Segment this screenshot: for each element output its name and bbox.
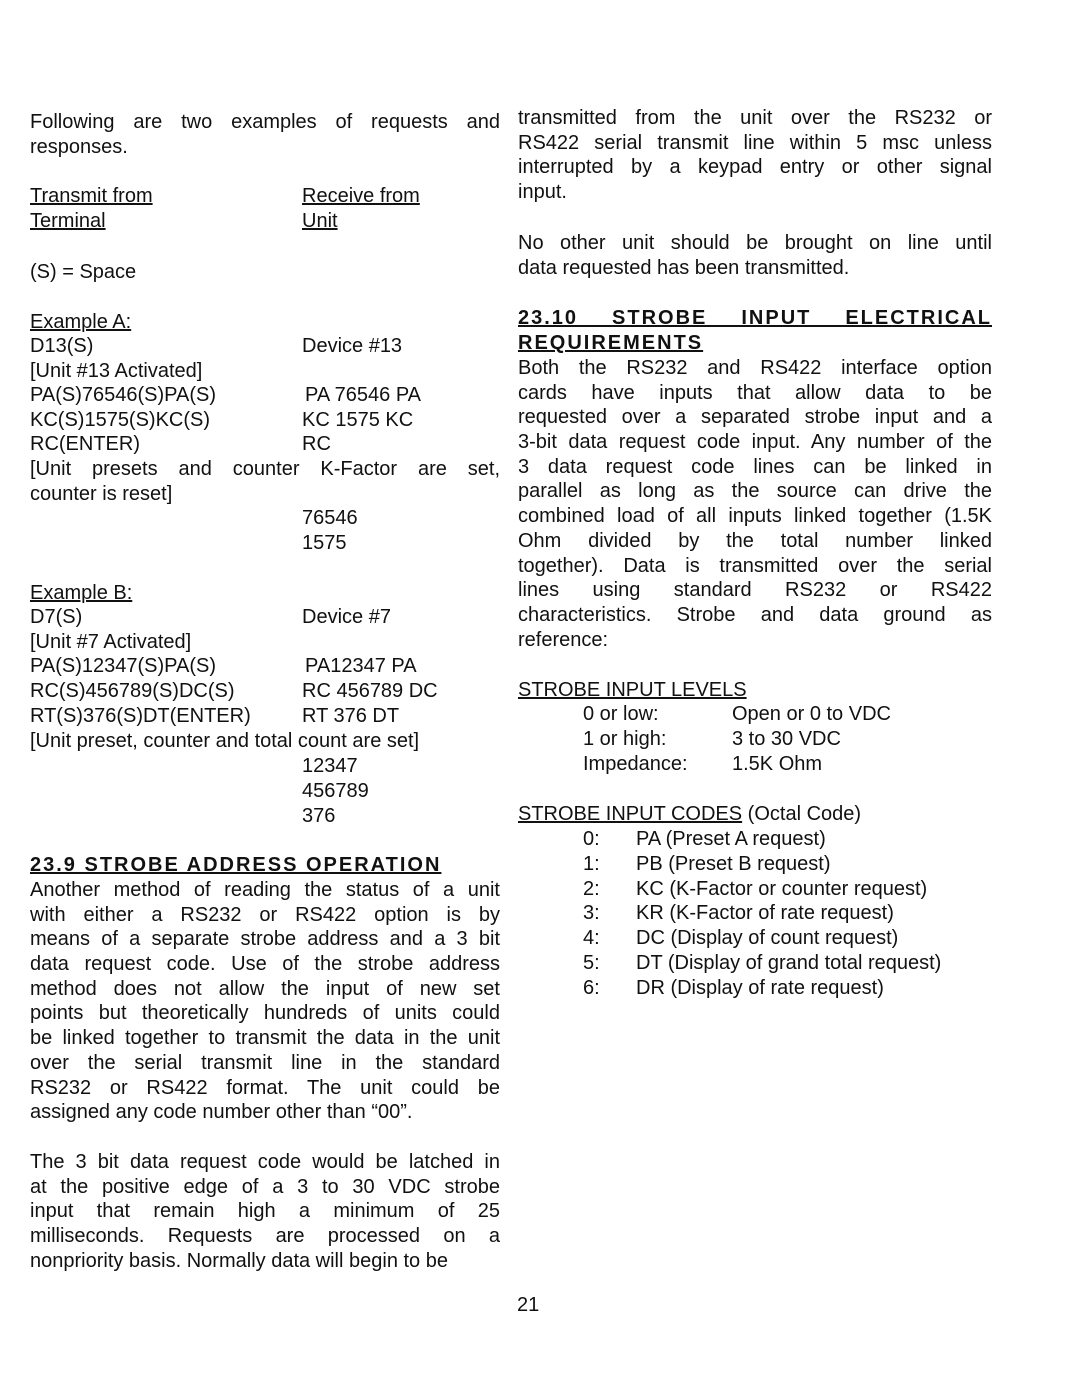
text-line: data requested has been transmitted. bbox=[518, 256, 850, 279]
text-line: Terminal bbox=[30, 209, 106, 232]
code-description: PB (Preset B request) bbox=[636, 852, 831, 875]
text-line: RS232 or RS422 format. The unit could be bbox=[30, 1076, 500, 1099]
unit-response: RT 376 DT bbox=[302, 704, 400, 727]
result-value: 376 bbox=[302, 804, 336, 827]
level-label: Impedance: bbox=[583, 752, 688, 775]
text-line: requested over a separated strobe input and a bbox=[518, 406, 992, 429]
example-b-title: Example B: bbox=[30, 582, 133, 604]
unit-response: PA 76546 PA bbox=[305, 384, 422, 407]
page-number: 21 bbox=[517, 1294, 540, 1316]
level-value: Open or 0 to VDC bbox=[732, 703, 891, 725]
result-value: 12347 bbox=[302, 755, 358, 777]
section-heading: 23.9 STROBE ADDRESS OPERATION bbox=[30, 854, 442, 876]
section-paragraph bbox=[30, 1150, 500, 1273]
text-line: means of a separate strobe address and a 3 bit bbox=[30, 928, 500, 951]
result-value: 1575 bbox=[302, 531, 347, 554]
text-line: Transmit from bbox=[30, 185, 153, 207]
levels-title: STROBE INPUT LEVELS bbox=[518, 679, 747, 701]
column-header-receive bbox=[302, 184, 502, 233]
text-line: RS422 serial transmit line within 5 msc unless bbox=[518, 131, 992, 154]
codes-title bbox=[518, 802, 861, 827]
text-line: nonpriority basis. Normally data will begin to be bbox=[30, 1249, 448, 1272]
text-line: 3-bit data request code input. Any number of the bbox=[518, 431, 992, 454]
code-number: 0: bbox=[583, 828, 600, 850]
transmit-command: KC(S)1575(S)KC(S) bbox=[30, 408, 211, 431]
text-line: milliseconds. Requests are processed on a bbox=[30, 1225, 500, 1248]
text-line: 3 data request code lines can be linked in bbox=[518, 455, 992, 478]
paragraph bbox=[518, 231, 992, 280]
text-line: method does not allow the input of new set bbox=[30, 977, 500, 1000]
code-number: 6: bbox=[583, 976, 600, 999]
space-note: (S) = Space bbox=[30, 261, 137, 283]
unit-response: Device #7 bbox=[302, 606, 391, 628]
text-line: together). Data is transmitted over the serial bbox=[518, 554, 992, 577]
unit-response: PA12347 PA bbox=[305, 655, 417, 678]
text-line: No other unit should be brought on line until bbox=[518, 232, 992, 254]
code-number: 5: bbox=[583, 952, 600, 974]
section-paragraph bbox=[30, 878, 500, 1125]
intro-paragraph bbox=[30, 110, 500, 159]
unit-response: Device #13 bbox=[302, 335, 403, 357]
text-line: transmitted from the unit over the RS232 or bbox=[518, 107, 992, 129]
text-line: REQUIREMENTS bbox=[518, 331, 704, 354]
transmit-command: RT(S)376(S)DT(ENTER) bbox=[30, 704, 251, 727]
text-line: Ohm divided by the total number linked bbox=[518, 529, 992, 552]
text-line: lines using standard RS232 or RS422 bbox=[518, 579, 992, 602]
text-line: over the serial transmit line in the standard bbox=[30, 1051, 500, 1074]
code-description: KC (K-Factor or counter request) bbox=[636, 877, 928, 900]
text-line: 23.10 STROBE INPUT ELECTRICAL bbox=[518, 307, 992, 329]
text-line: cards have inputs that allow data to be bbox=[518, 381, 992, 404]
unit-response: RC 456789 DC bbox=[302, 680, 438, 703]
text-line: interrupted by a keypad entry or other signal bbox=[518, 156, 992, 179]
code-number: 4: bbox=[583, 927, 600, 950]
continued-paragraph bbox=[518, 106, 992, 205]
text-line: points but theoretically hundreds of units could bbox=[30, 1002, 500, 1025]
text-line: counter is reset] bbox=[30, 482, 173, 505]
transmit-command: [Unit #7 Activated] bbox=[30, 630, 192, 653]
text-line: input that remain high a minimum of 25 bbox=[30, 1200, 500, 1223]
transmit-command: RC(S)456789(S)DC(S) bbox=[30, 680, 235, 703]
example-a-note bbox=[30, 457, 500, 506]
section-paragraph bbox=[518, 356, 992, 652]
text-line: characteristics. Strobe and data ground as bbox=[518, 603, 992, 626]
transmit-command: PA(S)12347(S)PA(S) bbox=[30, 655, 216, 678]
code-number: 1: bbox=[583, 852, 600, 875]
code-description: DR (Display of rate request) bbox=[636, 976, 884, 999]
column-header-transmit bbox=[30, 184, 230, 233]
level-label: 1 or high: bbox=[583, 727, 667, 750]
code-description: PA (Preset A request) bbox=[636, 828, 826, 850]
text-line: Unit bbox=[302, 209, 338, 232]
section-heading bbox=[518, 306, 992, 355]
text-line: Both the RS232 and RS422 interface option bbox=[518, 357, 992, 379]
text-line: input. bbox=[518, 181, 567, 204]
text-line: combined load of all inputs linked together (1.5K bbox=[518, 505, 992, 528]
level-value: 3 to 30 VDC bbox=[732, 727, 841, 750]
transmit-command: D7(S) bbox=[30, 606, 83, 628]
codes-title-text: STROBE INPUT CODES bbox=[518, 803, 743, 825]
text-line: assigned any code number other than “00”. bbox=[30, 1101, 413, 1124]
text-line: responses. bbox=[30, 135, 128, 158]
example-a-title: Example A: bbox=[30, 311, 132, 333]
text-line: be linked together to transmit the data in the unit bbox=[30, 1027, 500, 1050]
code-description: DT (Display of grand total request) bbox=[636, 952, 942, 974]
text-line: The 3 bit data request code would be latched in bbox=[30, 1151, 500, 1173]
result-value: 76546 bbox=[302, 507, 358, 529]
text-line: at the positive edge of a 3 to 30 VDC strobe bbox=[30, 1175, 500, 1198]
text-line: Receive from bbox=[302, 185, 420, 207]
code-description: KR (K-Factor of rate request) bbox=[636, 902, 894, 925]
level-value: 1.5K Ohm bbox=[732, 752, 823, 775]
text-line: with either a RS232 or RS422 option is by bbox=[30, 903, 500, 926]
text-line: [Unit presets and counter K-Factor are set, bbox=[30, 458, 500, 480]
transmit-command: RC(ENTER) bbox=[30, 433, 140, 456]
text-line: Another method of reading the status of a unit bbox=[30, 879, 500, 901]
code-description: DC (Display of count request) bbox=[636, 927, 899, 950]
text-line: parallel as long as the source can drive the bbox=[518, 480, 992, 503]
code-number: 2: bbox=[583, 877, 600, 900]
level-label: 0 or low: bbox=[583, 703, 659, 725]
transmit-command: [Unit #13 Activated] bbox=[30, 359, 203, 382]
codes-title-suffix: (Octal Code) bbox=[742, 803, 862, 825]
example-b-note: [Unit preset, counter and total count are set] bbox=[30, 730, 420, 752]
unit-response: RC bbox=[302, 433, 331, 456]
unit-response: KC 1575 KC bbox=[302, 408, 414, 431]
text-line: Following are two examples of requests and bbox=[30, 111, 500, 133]
text-line: data request code. Use of the strobe address bbox=[30, 953, 500, 976]
text-line: reference: bbox=[518, 628, 609, 651]
code-number: 3: bbox=[583, 902, 600, 925]
transmit-command: PA(S)76546(S)PA(S) bbox=[30, 384, 216, 407]
result-value: 456789 bbox=[302, 779, 369, 802]
transmit-command: D13(S) bbox=[30, 335, 94, 357]
